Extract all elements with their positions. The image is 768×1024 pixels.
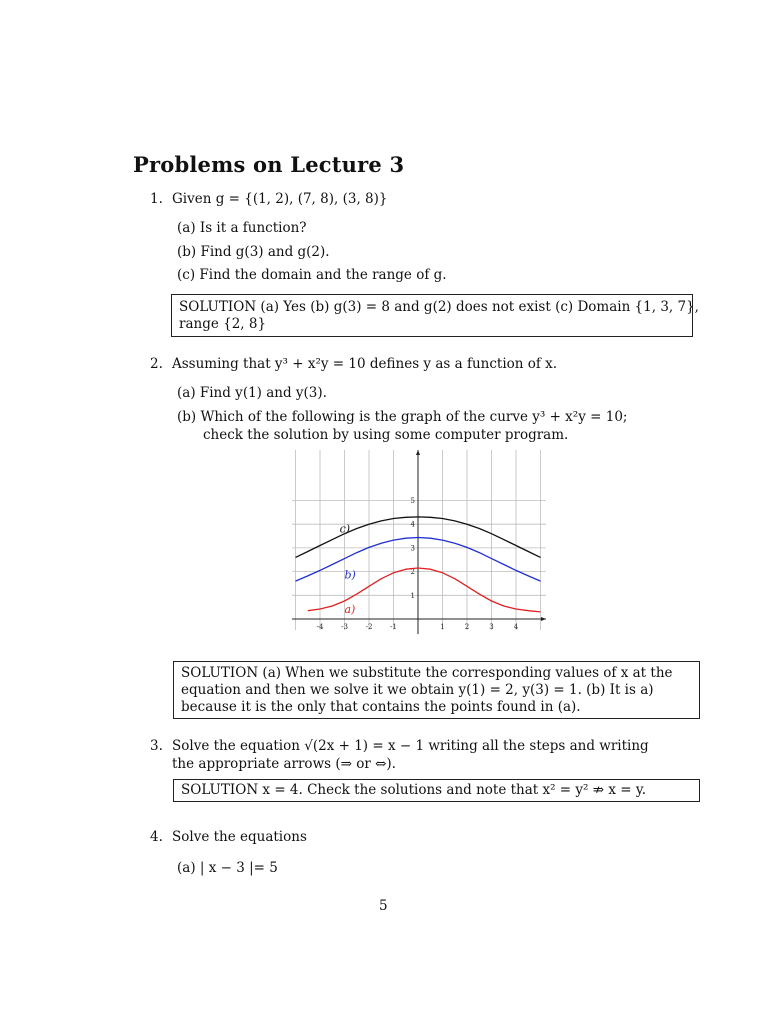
curve-graph xyxy=(284,448,556,638)
y-tick-label: 2 xyxy=(410,568,415,577)
problem-3-number: 3. xyxy=(150,738,163,754)
solution-box-3 xyxy=(173,779,700,802)
problem-2-part-b-cont: check the solution by using some computer program. xyxy=(203,427,569,443)
x-axis-arrow xyxy=(541,617,546,621)
problem-1-part-a: (a) Is it a function? xyxy=(177,220,307,236)
y-tick-label: 1 xyxy=(410,591,415,600)
solution-2-line-2: equation and then we solve it we obtain y(1) = 2, y(3) = 1. (b) It is a) xyxy=(181,682,654,698)
x-tick-label: 2 xyxy=(464,623,470,631)
problem-4-number: 4. xyxy=(150,829,163,845)
curve-a xyxy=(308,568,541,612)
y-axis-arrow xyxy=(416,450,420,455)
solution-1-line-2: range {2, 8} xyxy=(179,316,267,332)
curve-label-a: a) xyxy=(344,603,356,617)
problem-2-part-a: (a) Find y(1) and y(3). xyxy=(177,385,327,401)
problem-2-statement: Assuming that y³ + x²y = 10 defines y as a function of x. xyxy=(172,356,558,372)
solution-1-line-1: SOLUTION (a) Yes (b) g(3) = 8 and g(2) does not exist (c) Domain {1, 3, 7}, xyxy=(179,299,699,315)
x-tick-label: 1 xyxy=(440,623,445,631)
problem-1-number: 1. xyxy=(150,191,163,207)
problem-4-statement: Solve the equations xyxy=(172,829,307,845)
problem-2-number: 2. xyxy=(150,356,163,372)
problem-4-part-a: (a) | x − 3 |= 5 xyxy=(177,860,278,876)
y-tick-label: 4 xyxy=(410,520,415,529)
solution-3-line-1: SOLUTION x = 4. Check the solutions and note that x² = y² ⇏ x = y. xyxy=(181,782,646,798)
solution-box-2 xyxy=(173,661,700,719)
page-number: 5 xyxy=(379,898,388,914)
problem-1-part-b: (b) Find g(3) and g(2). xyxy=(177,244,330,260)
problem-3-statement-line-1: Solve the equation √(2x + 1) = x − 1 writing all the steps and writing xyxy=(172,738,649,754)
x-tick-label: -2 xyxy=(365,623,373,631)
page-title: Problems on Lecture 3 xyxy=(133,152,405,177)
x-tick-label: -1 xyxy=(390,623,397,631)
problem-2-part-b: (b) Which of the following is the graph of the curve y³ + x²y = 10; xyxy=(177,409,628,425)
y-tick-label: 5 xyxy=(410,497,415,505)
solution-2-line-3: because it is the only that contains the points found in (a). xyxy=(181,699,581,715)
x-tick-label: 3 xyxy=(489,623,494,631)
problem-1-part-c: (c) Find the domain and the range of g. xyxy=(177,267,447,283)
x-tick-label: 4 xyxy=(513,623,519,631)
problem-3-statement-line-2: the appropriate arrows (⇒ or ⇔). xyxy=(172,756,396,772)
x-tick-label: -4 xyxy=(316,623,324,631)
curve-label-b: b) xyxy=(344,568,356,582)
x-tick-label: -3 xyxy=(341,623,348,631)
y-tick-label: 3 xyxy=(410,544,415,553)
solution-2-line-1: SOLUTION (a) When we substitute the corresponding values of x at the xyxy=(181,665,673,681)
problem-1-statement: Given g = {(1, 2), (7, 8), (3, 8)} xyxy=(172,191,388,207)
solution-box-1 xyxy=(171,294,699,337)
curve-label-c: c) xyxy=(339,522,351,536)
